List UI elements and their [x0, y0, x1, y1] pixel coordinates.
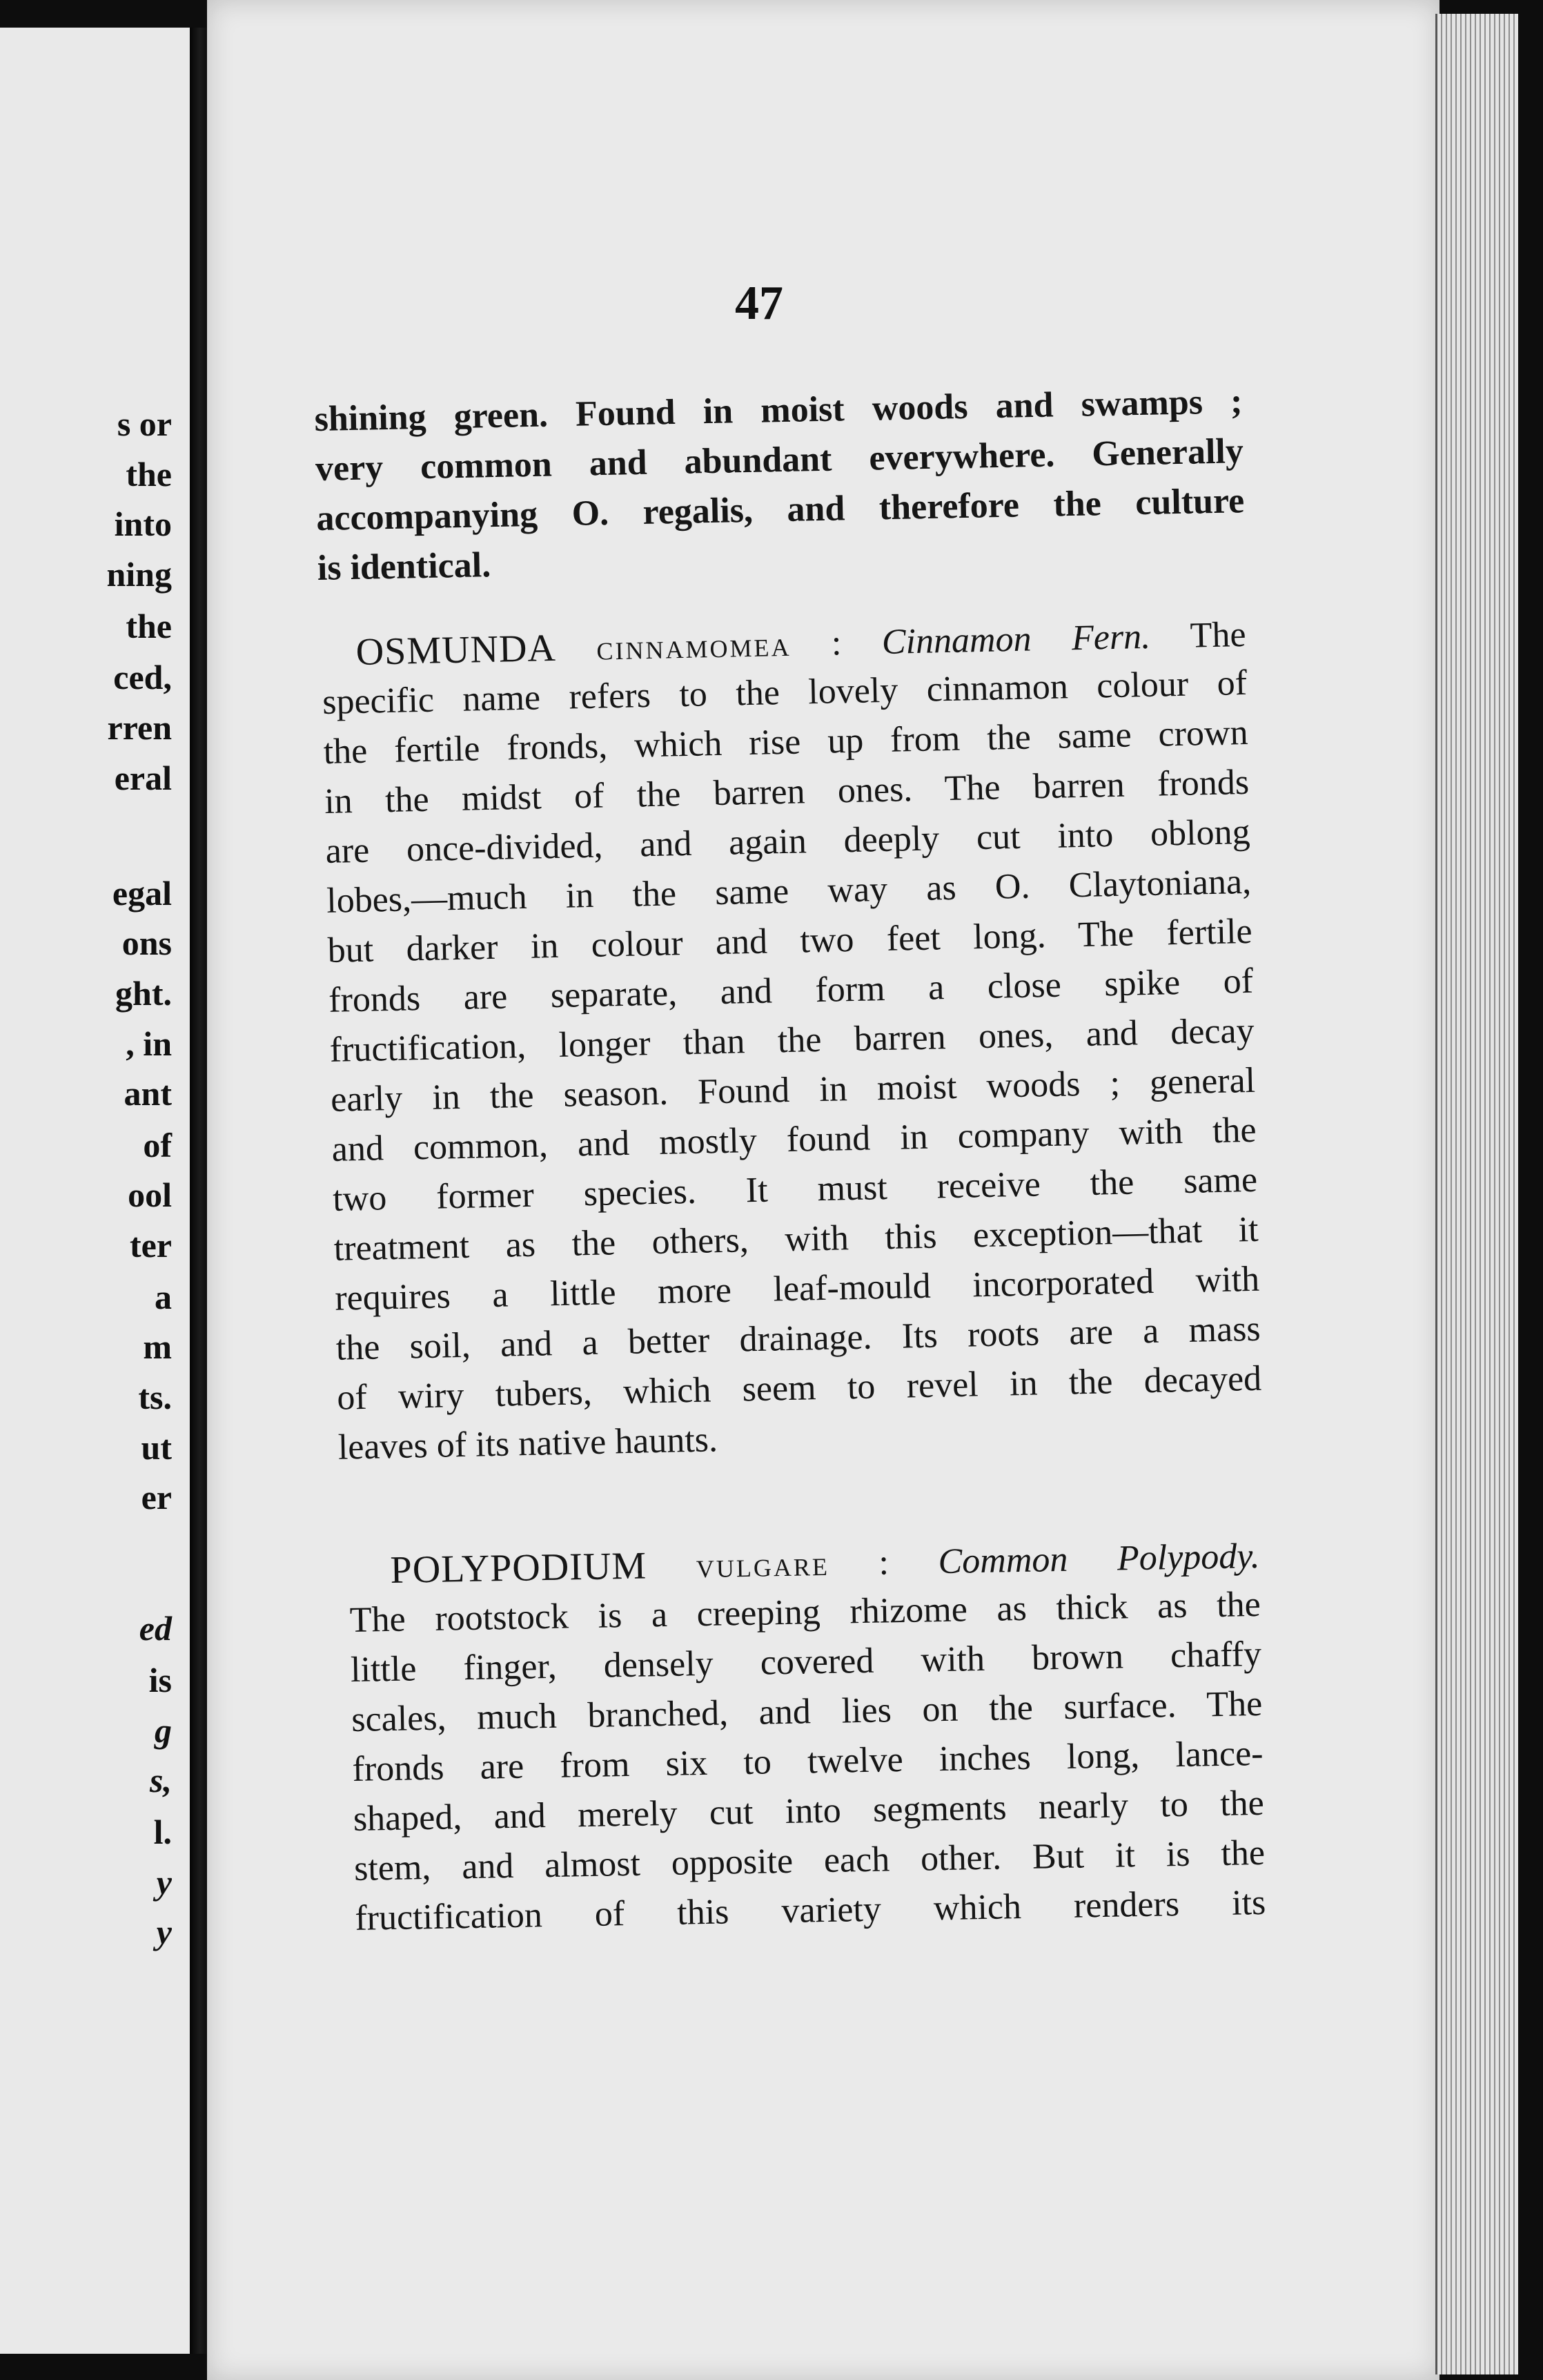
text-line: accompanying O. regalis, and therefore the culture: [315, 481, 1245, 538]
paragraph-osmunda-cinnamomea: [321, 609, 1263, 1473]
left-page-fragment: the: [126, 607, 172, 645]
left-page-fragment: ons: [121, 924, 172, 962]
page-edges: [1435, 14, 1520, 2374]
page-edges-shadow: [1518, 0, 1543, 2380]
text-line: fronds are from six to twelve inches long, lance-: [352, 1733, 1264, 1789]
paragraph-royal-fern-continuation: [314, 377, 1246, 594]
text-line: early in the season. Found in moist woods ; general: [330, 1060, 1256, 1120]
left-page-fragment: y: [156, 1863, 172, 1902]
species-name: VULGARE: [696, 1552, 830, 1583]
heading-continuation: The: [1150, 614, 1247, 656]
left-page-fragment: ter: [129, 1226, 172, 1265]
left-page-fragment: ed: [139, 1609, 172, 1648]
text-line: fructification of this variety which renders its: [354, 1882, 1266, 1938]
text-line: of wiry tubers, which seem to revel in the decayed: [336, 1358, 1262, 1418]
left-page-fragment: m: [143, 1327, 172, 1366]
left-page-fragment: into: [114, 505, 172, 543]
text-line: scales, much branched, and lies on the surface. The: [351, 1684, 1263, 1739]
text-line: in the midst of the barren ones. The barren fronds: [324, 762, 1250, 821]
left-page-fragment: rren: [107, 708, 172, 747]
text-line: leaves of its native haunts.: [337, 1420, 718, 1467]
text-line: stem, and almost opposite each other. But it is the: [353, 1833, 1266, 1889]
left-page-fragment: ts.: [138, 1378, 172, 1416]
text-line: specific name refers to the lovely cinnamon colour of: [322, 663, 1248, 722]
left-page-fragment: of: [143, 1126, 172, 1164]
text-line: very common and abundant everywhere. Generally: [315, 431, 1244, 489]
heading-separator: :: [790, 622, 883, 664]
text-line: are once-divided, and again deeply cut into oblong: [325, 812, 1251, 871]
left-page: [0, 28, 194, 2354]
text-line: but darker in colour and two feet long. The fertile: [327, 911, 1253, 970]
text-line: requires a little more leaf-mould incorporated with: [334, 1259, 1260, 1318]
text-line: fronds are separate, and form a close spike of: [328, 961, 1254, 1020]
text-line: treatment as the others, with this exception—that it: [333, 1209, 1259, 1269]
text-line: little finger, densely covered with brown chaffy: [350, 1634, 1262, 1690]
text-line: The rootstock is a creeping rhizome as thick as the: [349, 1584, 1261, 1640]
text-line: the soil, and a better drainage. Its roots are a mass: [335, 1309, 1261, 1368]
page-number: 47: [735, 277, 783, 330]
text-line: two former species. It must receive the same: [332, 1160, 1258, 1219]
text-line: fructification, longer than the barren ones, and decay: [329, 1011, 1255, 1070]
text-line: lobes,—much in the same way as O. Claytoniana,: [326, 861, 1252, 921]
left-page-fragment: ut: [141, 1428, 172, 1467]
left-page-fragment: the: [126, 455, 172, 494]
common-name: Common Polypody.: [938, 1536, 1260, 1582]
left-page-fragment: ool: [128, 1176, 172, 1214]
genus-name: OSMUNDA: [355, 626, 557, 674]
heading-separator: :: [829, 1542, 939, 1583]
left-page-fragment: ght.: [115, 974, 172, 1013]
common-name: Cinnamon Fern.: [881, 616, 1151, 662]
left-page-fragment: , in: [126, 1024, 172, 1063]
left-page-fragment: is: [148, 1661, 172, 1699]
left-page-fragment: y: [156, 1913, 172, 1951]
left-page-fragment: er: [141, 1478, 172, 1516]
text-line: shining green. Found in moist woods and swamps ;: [314, 382, 1243, 439]
left-page-fragment: egal: [112, 874, 172, 913]
left-page-fragment: l.: [153, 1813, 172, 1851]
left-page-fragment: ced,: [113, 658, 172, 696]
genus-name: POLYPODIUM: [390, 1544, 647, 1592]
text-line: the fertile fronds, which rise up from the same crown: [323, 712, 1249, 772]
left-page-fragment: s,: [150, 1761, 172, 1799]
left-page-fragment: ning: [106, 555, 172, 594]
text-line: is identical.: [317, 545, 491, 588]
left-page-fragment: eral: [114, 759, 172, 797]
paragraph-polypodium-vulgare: [348, 1530, 1266, 1944]
text-line: and common, and mostly found in company with the: [331, 1110, 1257, 1169]
left-page-fragment: s or: [117, 404, 172, 443]
text-line: shaped, and merely cut into segments nearly to the: [353, 1783, 1265, 1839]
left-page-fragment: g: [155, 1711, 172, 1750]
left-page-fragment: ant: [124, 1074, 172, 1113]
left-page-fragment: a: [155, 1278, 172, 1316]
species-name: CINNAMOMEA: [596, 633, 792, 665]
